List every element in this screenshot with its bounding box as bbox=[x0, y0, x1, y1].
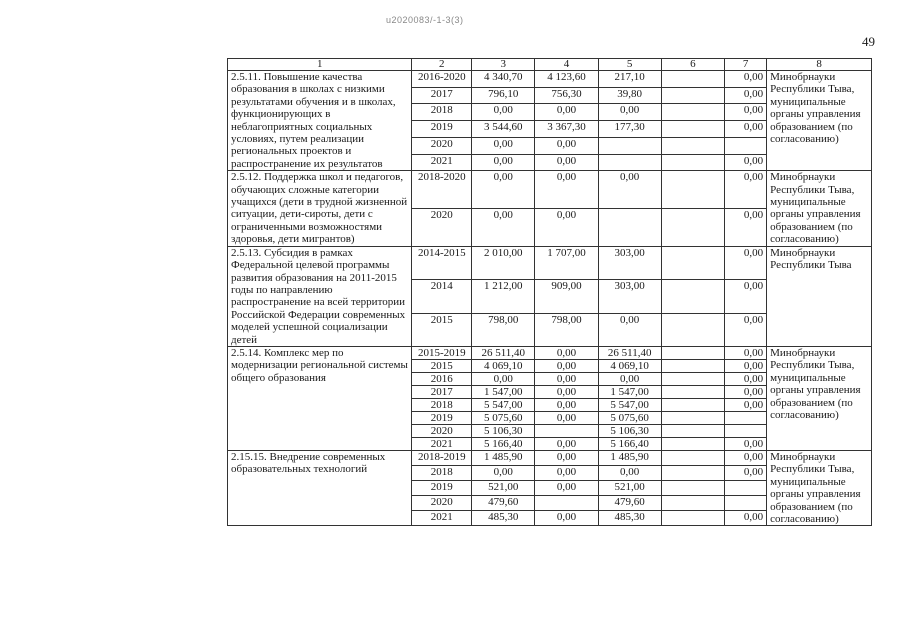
value-cell: 479,60 bbox=[598, 496, 661, 511]
value-cell bbox=[725, 496, 767, 511]
value-cell: 2 010,00 bbox=[472, 246, 535, 279]
column-header: 4 bbox=[535, 59, 598, 71]
value-cell: 4 340,70 bbox=[472, 71, 535, 88]
value-cell: 1 212,00 bbox=[472, 280, 535, 313]
table-row bbox=[228, 171, 872, 209]
value-cell: 0,00 bbox=[535, 398, 598, 411]
period-cell: 2019 bbox=[412, 121, 472, 138]
period-cell: 2018 bbox=[412, 104, 472, 121]
executor-cell: Минобрнауки Республики Тыва, муниципальные органы управления образованием (по согласованию) bbox=[767, 71, 872, 171]
value-cell bbox=[661, 481, 724, 496]
period-cell: 2016-2020 bbox=[412, 71, 472, 88]
value-cell bbox=[598, 208, 661, 246]
column-header: 8 bbox=[767, 59, 872, 71]
table-row bbox=[228, 450, 872, 465]
value-cell: 26 511,40 bbox=[598, 346, 661, 359]
column-header: 6 bbox=[661, 59, 724, 71]
value-cell: 1 547,00 bbox=[598, 385, 661, 398]
value-cell bbox=[725, 424, 767, 437]
value-cell: 0,00 bbox=[725, 171, 767, 209]
value-cell: 0,00 bbox=[598, 466, 661, 481]
value-cell: 0,00 bbox=[472, 466, 535, 481]
period-cell: 2014 bbox=[412, 280, 472, 313]
value-cell bbox=[661, 450, 724, 465]
period-cell: 2019 bbox=[412, 411, 472, 424]
executor-cell: Минобрнауки Республики Тыва, муниципальные органы управления образованием (по согласованию) bbox=[767, 346, 872, 450]
value-cell: 0,00 bbox=[535, 208, 598, 246]
value-cell: 0,00 bbox=[725, 87, 767, 104]
column-header: 5 bbox=[598, 59, 661, 71]
value-cell: 0,00 bbox=[472, 171, 535, 209]
value-cell: 0,00 bbox=[598, 313, 661, 346]
value-cell: 0,00 bbox=[725, 313, 767, 346]
measure-title: 2.5.13. Субсидия в рамках Федеральной целевой программы развития образования на 2011-2015 годы по направлению распространение на всей территории Российской Федерации современных моделей успешной социализации детей bbox=[228, 246, 412, 346]
value-cell: 909,00 bbox=[535, 280, 598, 313]
value-cell: 0,00 bbox=[725, 450, 767, 465]
measure-title: 2.15.15. Внедрение современных образовательных технологий bbox=[228, 450, 412, 525]
value-cell: 5 166,40 bbox=[598, 437, 661, 450]
period-cell: 2021 bbox=[412, 154, 472, 171]
value-cell: 4 069,10 bbox=[598, 359, 661, 372]
period-cell: 2015 bbox=[412, 313, 472, 346]
value-cell: 303,00 bbox=[598, 280, 661, 313]
period-cell: 2018-2020 bbox=[412, 171, 472, 209]
value-cell: 485,30 bbox=[598, 511, 661, 526]
value-cell: 0,00 bbox=[725, 246, 767, 279]
column-header: 3 bbox=[472, 59, 535, 71]
value-cell: 756,30 bbox=[535, 87, 598, 104]
value-cell: 1 485,90 bbox=[598, 450, 661, 465]
value-cell: 0,00 bbox=[535, 411, 598, 424]
table-row bbox=[228, 346, 872, 359]
period-cell: 2017 bbox=[412, 87, 472, 104]
value-cell: 0,00 bbox=[535, 359, 598, 372]
value-cell: 0,00 bbox=[535, 171, 598, 209]
period-cell: 2020 bbox=[412, 496, 472, 511]
value-cell: 0,00 bbox=[598, 104, 661, 121]
value-cell bbox=[661, 208, 724, 246]
value-cell: 303,00 bbox=[598, 246, 661, 279]
period-cell: 2021 bbox=[412, 511, 472, 526]
value-cell bbox=[661, 137, 724, 154]
value-cell: 0,00 bbox=[535, 385, 598, 398]
value-cell: 5 547,00 bbox=[472, 398, 535, 411]
value-cell: 3 367,30 bbox=[535, 121, 598, 138]
value-cell: 5 166,40 bbox=[472, 437, 535, 450]
value-cell bbox=[661, 104, 724, 121]
value-cell: 479,60 bbox=[472, 496, 535, 511]
value-cell bbox=[661, 437, 724, 450]
value-cell: 0,00 bbox=[535, 154, 598, 171]
value-cell bbox=[535, 496, 598, 511]
value-cell: 0,00 bbox=[725, 154, 767, 171]
value-cell: 0,00 bbox=[472, 372, 535, 385]
value-cell: 5 075,60 bbox=[472, 411, 535, 424]
value-cell bbox=[661, 385, 724, 398]
value-cell: 1 485,90 bbox=[472, 450, 535, 465]
period-cell: 2021 bbox=[412, 437, 472, 450]
column-header: 7 bbox=[725, 59, 767, 71]
value-cell bbox=[661, 511, 724, 526]
value-cell: 0,00 bbox=[535, 450, 598, 465]
value-cell bbox=[725, 481, 767, 496]
value-cell: 0,00 bbox=[598, 171, 661, 209]
value-cell: 4 069,10 bbox=[472, 359, 535, 372]
executor-cell: Минобрнауки Республики Тыва bbox=[767, 246, 872, 346]
value-cell: 1 547,00 bbox=[472, 385, 535, 398]
value-cell bbox=[661, 87, 724, 104]
value-cell: 0,00 bbox=[598, 372, 661, 385]
value-cell: 0,00 bbox=[472, 154, 535, 171]
value-cell: 0,00 bbox=[725, 372, 767, 385]
measure-title: 2.5.11. Повышение качества образования в школах с низкими результатами обучения и в школах, функционирующих в неблагоприятных социальных условиях, путем реализации региональных проектов и распространение их результатов bbox=[228, 71, 412, 171]
value-cell bbox=[661, 424, 724, 437]
value-cell bbox=[661, 411, 724, 424]
value-cell: 0,00 bbox=[535, 372, 598, 385]
value-cell bbox=[661, 71, 724, 88]
value-cell: 0,00 bbox=[725, 71, 767, 88]
value-cell bbox=[661, 359, 724, 372]
value-cell: 26 511,40 bbox=[472, 346, 535, 359]
value-cell: 5 106,30 bbox=[598, 424, 661, 437]
value-cell bbox=[661, 246, 724, 279]
value-cell: 0,00 bbox=[725, 511, 767, 526]
value-cell: 0,00 bbox=[725, 280, 767, 313]
value-cell bbox=[661, 496, 724, 511]
value-cell: 177,30 bbox=[598, 121, 661, 138]
value-cell bbox=[661, 154, 724, 171]
period-cell: 2015 bbox=[412, 359, 472, 372]
value-cell: 3 544,60 bbox=[472, 121, 535, 138]
period-cell: 2019 bbox=[412, 481, 472, 496]
value-cell bbox=[725, 137, 767, 154]
value-cell bbox=[661, 313, 724, 346]
value-cell: 798,00 bbox=[472, 313, 535, 346]
value-cell bbox=[661, 346, 724, 359]
value-cell: 0,00 bbox=[725, 437, 767, 450]
period-cell: 2018 bbox=[412, 466, 472, 481]
value-cell: 0,00 bbox=[472, 104, 535, 121]
value-cell bbox=[661, 466, 724, 481]
value-cell: 485,30 bbox=[472, 511, 535, 526]
value-cell: 0,00 bbox=[725, 398, 767, 411]
value-cell: 0,00 bbox=[725, 385, 767, 398]
program-table bbox=[227, 58, 872, 526]
value-cell: 0,00 bbox=[535, 466, 598, 481]
value-cell: 0,00 bbox=[535, 137, 598, 154]
period-cell: 2020 bbox=[412, 137, 472, 154]
value-cell bbox=[598, 154, 661, 171]
period-cell: 2020 bbox=[412, 208, 472, 246]
value-cell: 798,00 bbox=[535, 313, 598, 346]
value-cell bbox=[598, 137, 661, 154]
value-cell: 0,00 bbox=[535, 346, 598, 359]
period-cell: 2014-2015 bbox=[412, 246, 472, 279]
page-number: 49 bbox=[862, 34, 875, 49]
executor-cell: Минобрнауки Республики Тыва, муниципальные органы управления образованием (по согласованию) bbox=[767, 450, 872, 525]
value-cell: 39,80 bbox=[598, 87, 661, 104]
value-cell: 0,00 bbox=[535, 437, 598, 450]
period-cell: 2020 bbox=[412, 424, 472, 437]
value-cell: 0,00 bbox=[725, 466, 767, 481]
value-cell: 0,00 bbox=[535, 511, 598, 526]
value-cell: 521,00 bbox=[598, 481, 661, 496]
table-row bbox=[228, 71, 872, 88]
value-cell: 4 123,60 bbox=[535, 71, 598, 88]
header-row bbox=[228, 59, 872, 71]
value-cell: 0,00 bbox=[535, 481, 598, 496]
period-cell: 2015-2019 bbox=[412, 346, 472, 359]
column-header: 1 bbox=[228, 59, 412, 71]
value-cell: 0,00 bbox=[725, 346, 767, 359]
value-cell: 0,00 bbox=[535, 104, 598, 121]
value-cell: 796,10 bbox=[472, 87, 535, 104]
period-cell: 2018 bbox=[412, 398, 472, 411]
value-cell: 521,00 bbox=[472, 481, 535, 496]
value-cell: 0,00 bbox=[725, 121, 767, 138]
value-cell bbox=[661, 171, 724, 209]
period-cell: 2016 bbox=[412, 372, 472, 385]
measure-title: 2.5.12. Поддержка школ и педагогов, обучающих сложные категории учащихся (дети в трудной жизненной ситуации, дети-сироты, дети с ограниченными возможностями здоровья, дети мигрантов) bbox=[228, 171, 412, 246]
table-row bbox=[228, 246, 872, 279]
column-header: 2 bbox=[412, 59, 472, 71]
value-cell bbox=[725, 411, 767, 424]
value-cell bbox=[535, 424, 598, 437]
value-cell: 217,10 bbox=[598, 71, 661, 88]
value-cell: 0,00 bbox=[472, 137, 535, 154]
period-cell: 2017 bbox=[412, 385, 472, 398]
value-cell bbox=[661, 121, 724, 138]
value-cell: 5 075,60 bbox=[598, 411, 661, 424]
value-cell: 1 707,00 bbox=[535, 246, 598, 279]
value-cell bbox=[661, 398, 724, 411]
document-stamp: u2020083/-1-3(3) bbox=[386, 15, 464, 25]
measure-title: 2.5.14. Комплекс мер по модернизации региональной системы общего образования bbox=[228, 346, 412, 450]
value-cell bbox=[661, 280, 724, 313]
period-cell: 2018-2019 bbox=[412, 450, 472, 465]
value-cell: 5 547,00 bbox=[598, 398, 661, 411]
value-cell: 0,00 bbox=[725, 359, 767, 372]
value-cell: 0,00 bbox=[725, 104, 767, 121]
value-cell: 5 106,30 bbox=[472, 424, 535, 437]
value-cell: 0,00 bbox=[725, 208, 767, 246]
executor-cell: Минобрнауки Республики Тыва, муниципальные органы управления образованием (по согласованию) bbox=[767, 171, 872, 246]
value-cell bbox=[661, 372, 724, 385]
value-cell: 0,00 bbox=[472, 208, 535, 246]
